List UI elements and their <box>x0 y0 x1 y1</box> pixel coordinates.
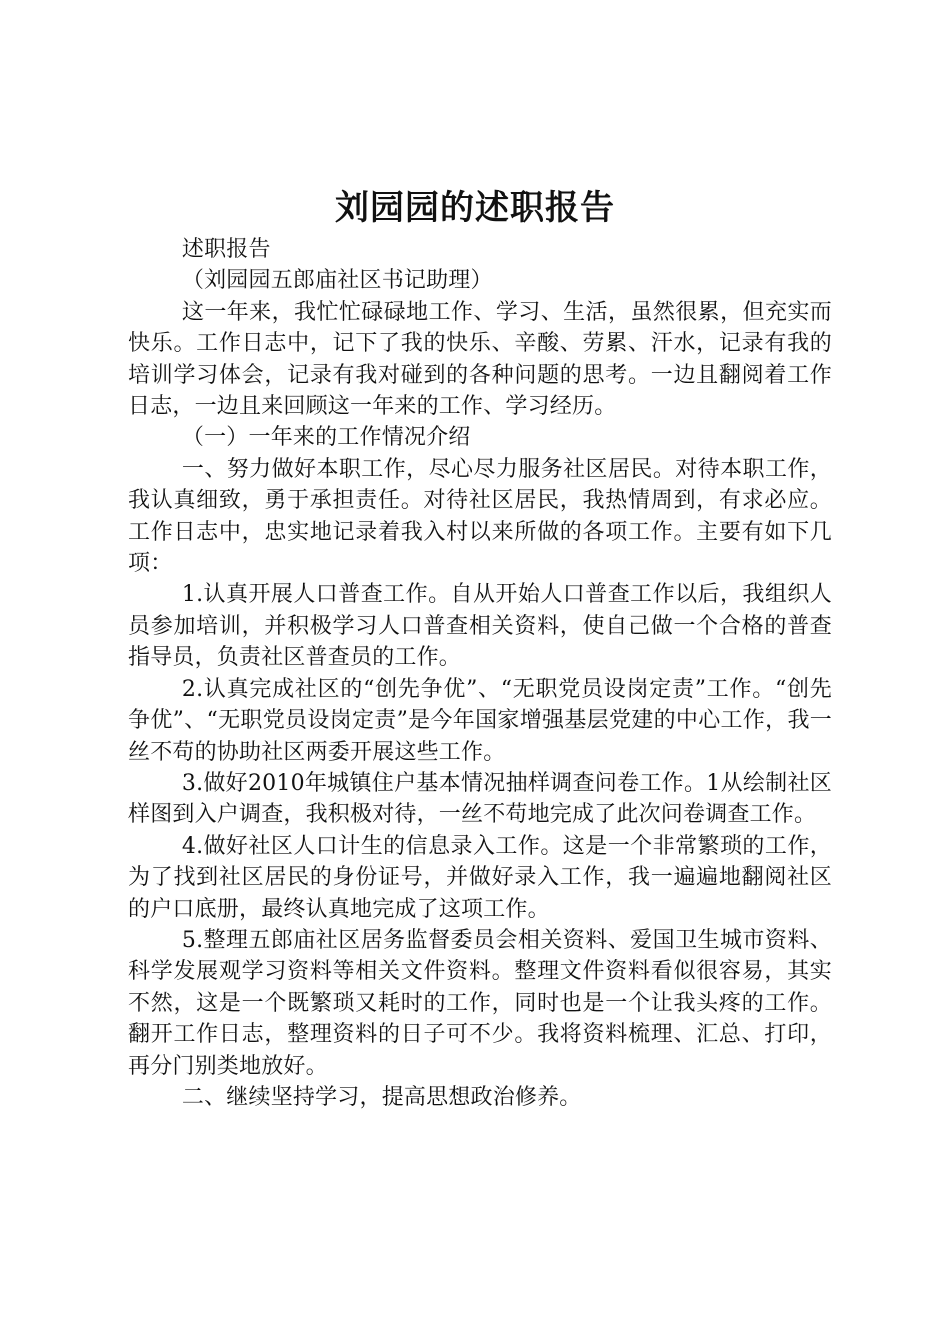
paragraph-author-note: （刘园园五郎庙社区书记助理） <box>181 268 493 294</box>
section-heading-work-overview: （一）一年来的工作情况介绍 <box>181 425 471 451</box>
list-item-party-building: 2.认真完成社区的“创先争优”、“无职党员设岗定责”工作。“创先争优”、“无职党员设岗定责”是今年国家增强基层党建的中心工作，我一丝不苟的协助社区两委开展这些工作。 <box>128 676 832 765</box>
document-body <box>128 234 832 1113</box>
list-item-census: 1.认真开展人口普查工作。自从开始人口普查工作以后，我组织人员参加培训，并积极学习人口普查相关资料，使自己做一个合格的普查指导员，负责社区普查员的工作。 <box>128 582 832 671</box>
list-item-document-organizing: 5.整理五郎庙社区居务监督委员会相关资料、爱国卫生城市资料、科学发展观学习资料等相关文件资料。整理文件资料看似很容易，其实不然，这是一个既繁琐又耗时的工作，同时也是一个让我头疼的工作。翻开工作日志，整理资料的日子可不少。我将资料梳理、汇总、打印，再分门别类地放好。 <box>128 927 832 1079</box>
list-item-data-entry: 4.做好社区人口计生的信息录入工作。这是一个非常繁琐的工作，为了找到社区居民的身份证号，并做好录入工作，我一遍遍地翻阅社区的户口底册，最终认真地完成了这项工作。 <box>128 833 832 922</box>
paragraph-duty-work: 一、努力做好本职工作，尽心尽力服务社区居民。对待本职工作，我认真细致，勇于承担责任。对待社区居民，我热情周到，有求必应。工作日志中，忠实地记录着我入村以来所做的各项工作。主要有如下几项： <box>128 456 832 577</box>
list-item-survey: 3.做好2010年城镇住户基本情况抽样调查问卷工作。1从绘制社区样图到入户调查，我积极对待，一丝不苟地完成了此次问卷调查工作。 <box>128 770 832 828</box>
paragraph-heading-label: 述职报告 <box>181 237 271 262</box>
paragraph-intro: 这一年来，我忙忙碌碌地工作、学习、生活，虽然很累，但充实而快乐。工作日志中，记下了我的快乐、辛酸、劳累、汗水，记录有我的培训学习体会，记录有我对碰到的各种问题的思考。一边且翻阅着工作日志，一边且来回顾这一年来的工作、学习经历。 <box>128 299 832 420</box>
section-heading-study: 二、继续坚持学习，提高思想政治修养。 <box>181 1084 582 1110</box>
document-title: 刘园园的述职报告 <box>335 188 615 228</box>
